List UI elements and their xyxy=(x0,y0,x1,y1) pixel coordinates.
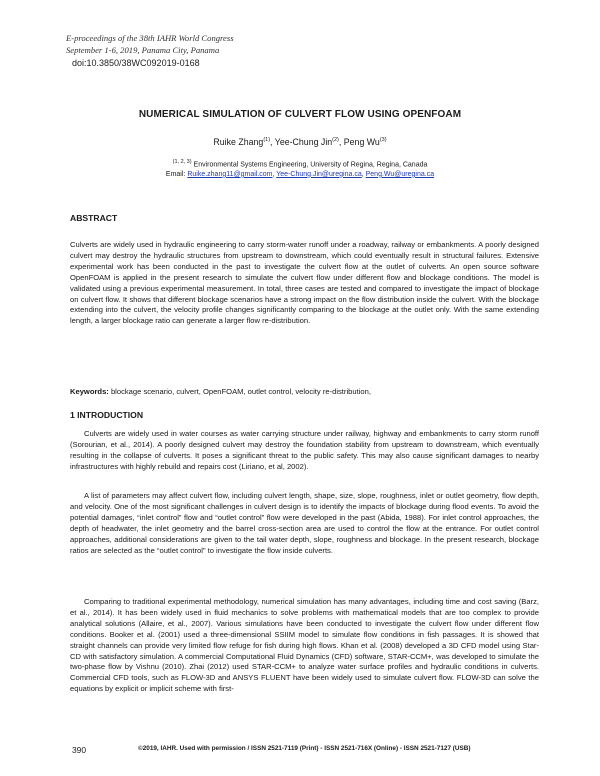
email-link[interactable]: Ruike.zhang11@gmail.com xyxy=(187,170,273,178)
doi-link[interactable]: doi:10.3850/38WC092019-0168 xyxy=(72,58,200,68)
affiliation-marks: (1, 2, 3) xyxy=(172,159,192,165)
copyright-notice: ©2019, IAHR. Used with permission / ISSN 2521-7119 (Print) - ISSN 2521-716X (Online) - ISSN 2521-7127 (USB) xyxy=(138,745,471,752)
author-mark: (1) xyxy=(263,137,271,144)
paper-title: NUMERICAL SIMULATION OF CULVERT FLOW USING OPENFOAM xyxy=(138,109,462,120)
author-list xyxy=(0,137,600,147)
author-mark: (3) xyxy=(379,137,387,144)
author-name: Ruike Zhang xyxy=(213,137,264,147)
email-link[interactable]: Peng.Wu@uregina.ca xyxy=(365,170,435,178)
affiliation-line xyxy=(0,158,600,170)
author-separator: , xyxy=(338,137,344,147)
conference-dates: September 1-6, 2019, Panama City, Panama xyxy=(66,45,220,55)
keywords-label: Keywords: xyxy=(70,387,109,396)
email-separator: , xyxy=(361,170,366,178)
email-label: Email: xyxy=(165,170,188,178)
intro-paragraph: A list of parameters may affect culvert flow, including culvert length, shape, size, slope, roughness, inlet or outlet geometry, flow depth, and velocity. One of the most significant challenges in culvert design is to identify the impacts of blockage during flood events. To avoid the potential damages, “inlet control” flow and “outlet control” flow were developed in the past (Abida, 1988). For inlet control approaches, the depth of headwater, the inlet geometry and the barrel cross-section area are used to control the flow at the entrance. For outlet control approaches, additional considerations are given to the tail water depth, slope, roughness and blockage. In the present research, blockage ratios are selected as the “outlet control” to investigate the flow inside culverts. xyxy=(70,491,539,555)
page-number: 390 xyxy=(72,745,86,755)
abstract-heading: ABSTRACT xyxy=(70,213,118,223)
intro-paragraph: Culverts are widely used in water courses as water carrying structure under railway, highway and embankments to carry storm runoff (Sorourian, et al., 2014). A poorly designed culvert may destroy the foundation stability from upstream to downstream, which eventually resulting in the collapse of culverts. It poses a significant threat to the public safety. This may also cause significant damages to nearby infrastructures with highly rebuild and repairs cost (Liriano, et al, 2002). xyxy=(70,429,539,471)
email-separator: , xyxy=(272,170,277,178)
email-link[interactable]: Yee-Chung.Jin@uregina.ca xyxy=(276,170,362,178)
intro-paragraph: Comparing to traditional experimental methodology, numerical simulation has many advantages, including time and cost saving (Barz, et al., 2014). It has been widely used in fluid mechanics to solve problems with mathematical models that are too complex to provide analytical solutions (Allaire, et al., 2007). Various simulations have been conducted to investigate the culvert flow under different flow conditions. Booker et al. (2001) used a three-dimensional SSIIM model to simulate flow conditions in fish passages. It is showed that straight channels can provide very limited flow refuge for fish during high flows. Khan et al. (2008) developed a 3D CFD model using Star-CD with satisfactory simulation. A commercial Computational Fluid Dynamics (CFD) software, STAR-CCM+, was developed to simulate the two-phase flow by Vishnu (2010). Zhai (2012) used STAR-CCM+ to analyze water surface profiles and hydraulic conditions in culverts. Commercial CFD tools, such as FLOW-3D and ANSYS FLUENT have been widely used to simulate culvert flow. FLOW-3D can solve the equations by explicit or implicit scheme with first- xyxy=(70,597,539,694)
keywords-text: blockage scenario, culvert, OpenFOAM, outlet control, velocity re-distribution, xyxy=(108,387,371,396)
author-separator: , xyxy=(270,137,275,147)
author-name: Peng Wu xyxy=(343,137,380,147)
introduction-heading: 1 INTRODUCTION xyxy=(70,410,144,420)
author-mark: (2) xyxy=(332,137,339,144)
proceedings-title: E-proceedings of the 38th IAHR World Congress xyxy=(66,33,234,43)
affiliation-block xyxy=(0,158,600,179)
abstract-text: Culverts are widely used in hydraulic engineering to carry storm-water runoff under a roadway, railway or embankments. A poorly designed culvert may destroy the hydraulic structures from upstream to downstream, which could eventually result in structural failures. Extensive experimental work has been conducted in the past to investigate the culvert flow at the outlet of culverts. An open source software OpenFOAM is applied in the present research to simulate the culvert flow under different flow and blockage conditions. The model is validated using a previous experimental measurement. In total, three cases are tested and compared to investigate the impact of blockage on culvert flow. It shows that different blockage scenarios have a strong impact on the flow distribution inside the culvert. With the blockage extending into the culvert, the velocity profile changes significantly comparing to the blockage at the outlet only. With the same extending length, a larger blockage ratio can generate a larger flow re-distribution. xyxy=(70,240,539,326)
author-name: Yee-Chung Jin xyxy=(274,137,333,147)
email-line xyxy=(0,170,600,180)
affiliation-text: Environmental Systems Engineering, University of Regina, Regina, Canada xyxy=(191,161,428,169)
keywords-line xyxy=(70,387,539,398)
